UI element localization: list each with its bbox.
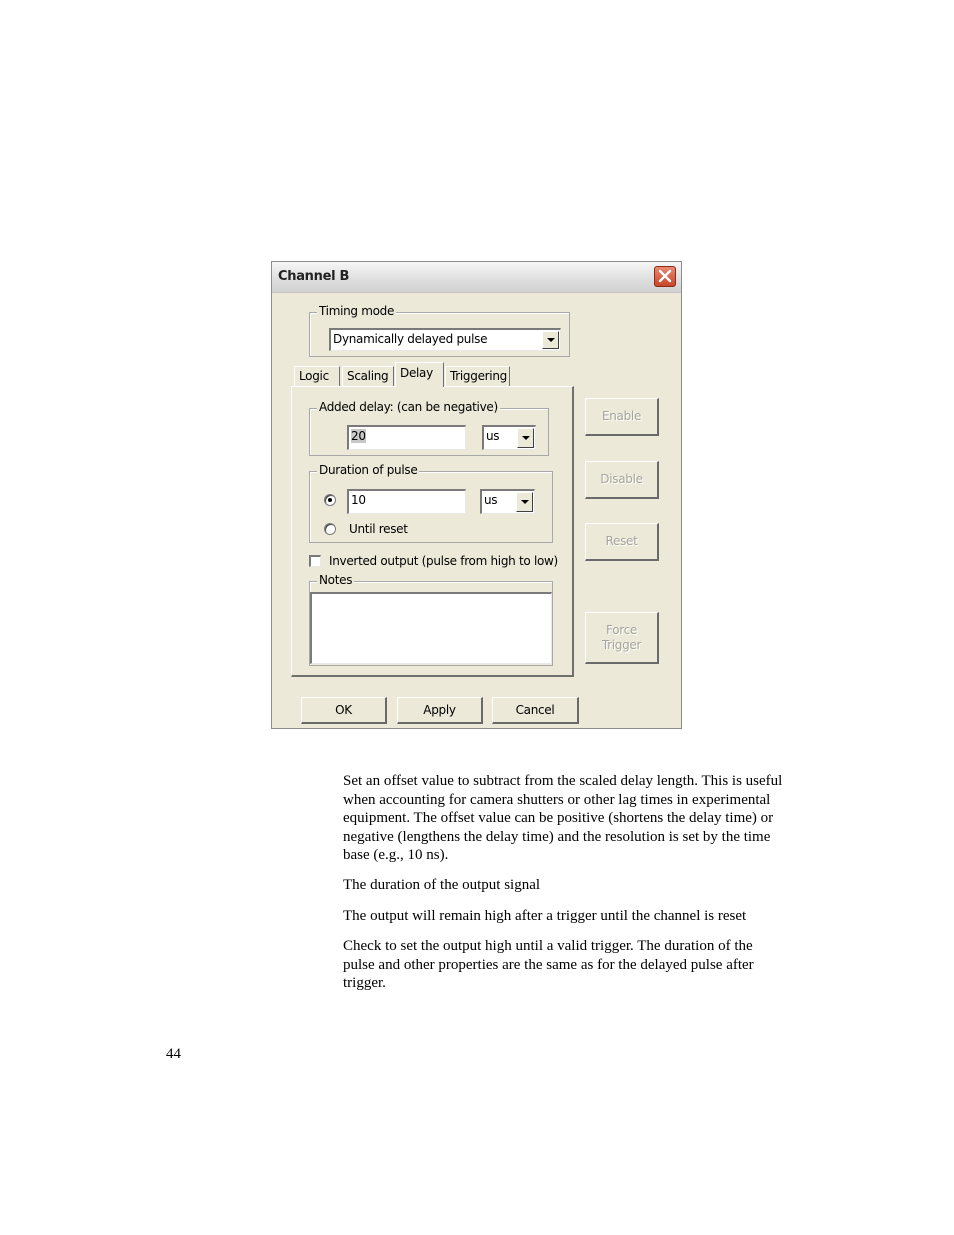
duration-input[interactable] <box>347 489 466 514</box>
duration-label: Duration of pulse <box>319 463 418 477</box>
until-reset-description: The output will remain high after a trigger until the channel is reset <box>343 908 747 924</box>
notes-label: Notes <box>319 573 353 587</box>
cancel-button-label: Cancel <box>515 703 555 717</box>
enable-button[interactable] <box>585 398 659 436</box>
disable-button[interactable] <box>585 461 659 499</box>
title-bar[interactable] <box>272 262 681 293</box>
added-delay-description: Set an offset value to subtract from the scaled delay length. This is useful when accounting for camera shutters or other lag times in experimental equipment. The offset value can be positive (shortens the delay time) or negative (lengthens the delay time) and the resolution is set by the time base (e.g., 10 ns). <box>343 773 783 863</box>
chevron-down-icon[interactable] <box>542 331 559 349</box>
until-reset-label: Until reset <box>349 522 408 536</box>
tab-delay[interactable]: Delay <box>395 362 444 387</box>
ok-button[interactable] <box>301 697 387 724</box>
enable-button-label: Enable <box>601 409 642 423</box>
timing-mode-select[interactable] <box>329 328 561 351</box>
added-delay-label: Added delay: (can be negative) <box>319 400 498 414</box>
force-trigger-label-line2: Trigger <box>601 637 642 652</box>
force-trigger-button[interactable] <box>585 612 659 664</box>
chevron-down-icon[interactable] <box>516 492 533 512</box>
inverted-output-label: Inverted output (pulse from high to low) <box>329 554 558 568</box>
duration-unit-value: us <box>484 493 498 507</box>
disable-button-label: Disable <box>600 472 643 486</box>
duration-value-radio[interactable] <box>324 494 336 506</box>
duration-unit-select[interactable] <box>480 489 535 514</box>
until-reset-radio[interactable] <box>324 523 336 535</box>
added-delay-unit-select[interactable] <box>482 425 536 450</box>
timing-mode-label: Timing mode <box>319 304 395 318</box>
timing-mode-value: Dynamically delayed pulse <box>333 332 488 346</box>
page-number: 44 <box>166 1046 181 1062</box>
tab-triggering[interactable]: Triggering <box>445 366 510 386</box>
added-delay-value: 20 <box>351 429 366 443</box>
notes-textarea[interactable] <box>310 592 552 664</box>
apply-button-label: Apply <box>423 703 456 717</box>
close-button[interactable] <box>654 266 676 287</box>
apply-button[interactable] <box>397 697 483 724</box>
added-delay-unit-value: us <box>486 429 500 443</box>
reset-button[interactable] <box>585 523 659 561</box>
reset-button-label: Reset <box>605 534 638 548</box>
dialog-title: Channel B <box>278 269 350 284</box>
tab-logic[interactable]: Logic <box>294 366 340 386</box>
force-trigger-label-line1: Force <box>606 622 637 637</box>
close-x-icon <box>655 267 675 286</box>
added-delay-input[interactable] <box>347 425 466 450</box>
inverted-output-description: Check to set the output high until a valid trigger. The duration of the pulse and other properties are the same as for the delayed pulse after trigger. <box>343 938 754 991</box>
duration-value: 10 <box>351 493 366 507</box>
tab-scaling[interactable]: Scaling <box>342 366 394 386</box>
inverted-output-checkbox[interactable] <box>309 555 321 567</box>
chevron-down-icon[interactable] <box>517 428 534 448</box>
duration-description: The duration of the output signal <box>343 877 541 893</box>
cancel-button[interactable] <box>492 697 579 724</box>
ok-button-label: OK <box>335 703 352 717</box>
